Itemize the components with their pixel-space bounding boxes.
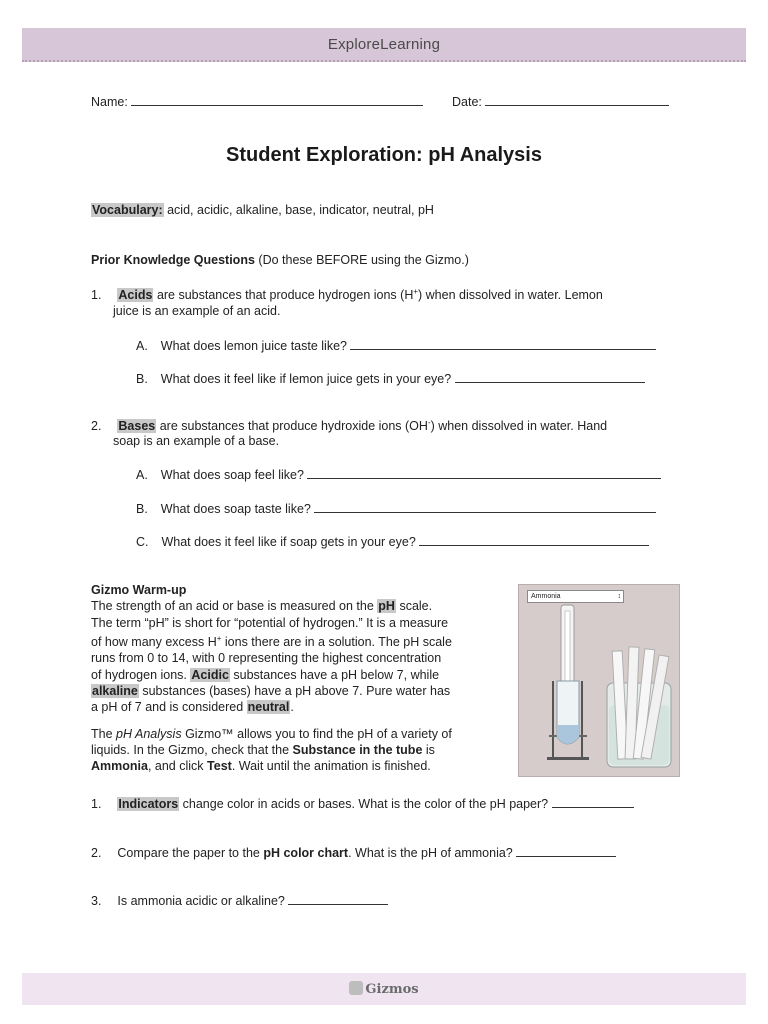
part-label: C. <box>136 535 149 549</box>
prior-knowledge-heading: Prior Knowledge Questions <box>91 253 255 267</box>
part-label: B. <box>136 502 148 516</box>
prior-question-1 <box>91 287 603 302</box>
question-text: Is ammonia acidic or alkaline? <box>117 894 285 908</box>
question-text: are substances that produce hydroxide ions (OH <box>159 419 428 434</box>
name-blank[interactable] <box>131 93 423 106</box>
answer-blank[interactable] <box>455 370 645 383</box>
question-number: 1. <box>91 797 102 811</box>
part-text: What does soap taste like? <box>160 502 311 516</box>
answer-blank[interactable] <box>314 500 656 513</box>
prior-knowledge-note: (Do these BEFORE using the Gizmo.) <box>258 253 469 267</box>
substance-value: Ammonia <box>531 593 561 600</box>
question-text-continued: juice is an example of an acid. <box>113 304 281 318</box>
question-text: . What is the pH of ammonia? <box>348 846 513 860</box>
vocabulary-label: Vocabulary: <box>92 203 163 217</box>
warmup-line: of hydrogen ions. Acidic substances have a pH below 7, while <box>91 667 440 682</box>
answer-blank[interactable] <box>552 795 634 808</box>
date-blank[interactable] <box>485 93 669 106</box>
part-text: What does it feel like if lemon juice gets in your eye? <box>160 372 452 386</box>
select-arrow-icon: ↕ <box>617 593 621 600</box>
answer-blank[interactable] <box>419 533 649 546</box>
question-text: Compare the paper to the <box>117 846 260 860</box>
warmup-heading: Gizmo Warm-up <box>91 583 187 597</box>
explorelearning-logo: ExploreLearning <box>327 36 441 53</box>
answer-blank[interactable] <box>307 466 661 479</box>
gizmos-logo <box>22 981 746 997</box>
prior-q1-part-b <box>136 370 645 386</box>
question-text: change color in acids or bases. What is the color of the pH paper? <box>182 797 549 811</box>
prior-question-2 <box>91 418 607 433</box>
warmup-question-1 <box>91 795 634 811</box>
question-number: 3. <box>91 894 102 908</box>
prior-q2-part-c <box>136 533 649 549</box>
warmup-line: alkaline substances (bases) have a pH above 7. Pure water has <box>92 683 451 698</box>
test-tube-apparatus-illustration <box>519 585 679 776</box>
part-text: What does soap feel like? <box>160 468 304 482</box>
prior-knowledge-heading-row <box>91 253 469 267</box>
page-title: Student Exploration: pH Analysis <box>226 144 542 166</box>
superscript: + <box>413 287 419 296</box>
term-acidic: Acidic <box>191 667 229 682</box>
question-number: 2. <box>91 419 102 434</box>
question-text-continued: soap is an example of a base. <box>113 434 280 448</box>
prior-q2-part-a <box>136 466 661 482</box>
term-neutral: neutral <box>247 700 290 715</box>
answer-blank[interactable] <box>516 844 616 857</box>
gizmo-screenshot <box>518 584 680 777</box>
date-field-row <box>452 93 669 109</box>
warmup-line: Ammonia, and click Test. Wait until the animation is finished. <box>91 759 431 774</box>
gizmos-logo-text: Gizmos <box>365 982 419 997</box>
warmup-line: The pH Analysis Gizmo™ allows you to find the pH of a variety of <box>91 726 452 741</box>
footer-band <box>22 973 746 1005</box>
vocabulary-row <box>91 203 434 217</box>
part-text: What does it feel like if soap gets in your eye? <box>161 535 416 549</box>
warmup-line: liquids. In the Gizmo, check that the Substance in the tube is <box>91 742 435 757</box>
prior-q1-part-a <box>136 337 656 353</box>
name-field-row <box>91 93 423 109</box>
answer-blank[interactable] <box>288 892 388 905</box>
term-acids: Acids <box>118 288 153 303</box>
question-text: are substances that produce hydrogen ions (H <box>156 288 414 303</box>
term-indicators: Indicators <box>118 797 179 811</box>
warmup-section <box>91 582 511 774</box>
question-text: ) when dissolved in water. Hand <box>430 419 608 434</box>
part-label: A. <box>136 468 148 482</box>
warmup-line: a pH of 7 and is considered neutral. <box>91 700 294 715</box>
date-label: Date: <box>452 95 482 109</box>
term-bases: Bases <box>118 419 156 434</box>
part-label: A. <box>136 339 148 353</box>
warmup-line: The strength of an acid or base is measured on the pH scale. <box>91 599 433 614</box>
vocabulary-terms: acid, acidic, alkaline, base, indicator, neutral, pH <box>167 203 434 217</box>
warmup-line: of how many excess H+ ions there are in a solution. The pH scale <box>91 633 452 650</box>
header-band <box>22 28 746 62</box>
part-text: What does lemon juice taste like? <box>160 339 347 353</box>
question-text-bold: pH color chart <box>263 846 349 860</box>
warmup-line: runs from 0 to 14, with 0 representing the highest concentration <box>91 651 442 666</box>
question-text: ) when dissolved in water. Lemon <box>418 288 603 303</box>
answer-blank[interactable] <box>350 337 656 350</box>
gizmos-logo-icon <box>349 981 363 995</box>
superscript: - <box>427 418 431 427</box>
warmup-line: The term “pH” is short for “potential of hydrogen.” It is a measure <box>91 615 449 630</box>
name-label: Name: <box>91 95 128 109</box>
question-number: 2. <box>91 846 102 860</box>
prior-q2-part-b <box>136 500 656 516</box>
warmup-question-2 <box>91 844 616 860</box>
part-label: B. <box>136 372 148 386</box>
term-ph: pH <box>378 599 395 614</box>
question-number: 1. <box>91 288 102 303</box>
warmup-question-3 <box>91 892 388 908</box>
term-alkaline: alkaline <box>92 683 138 698</box>
